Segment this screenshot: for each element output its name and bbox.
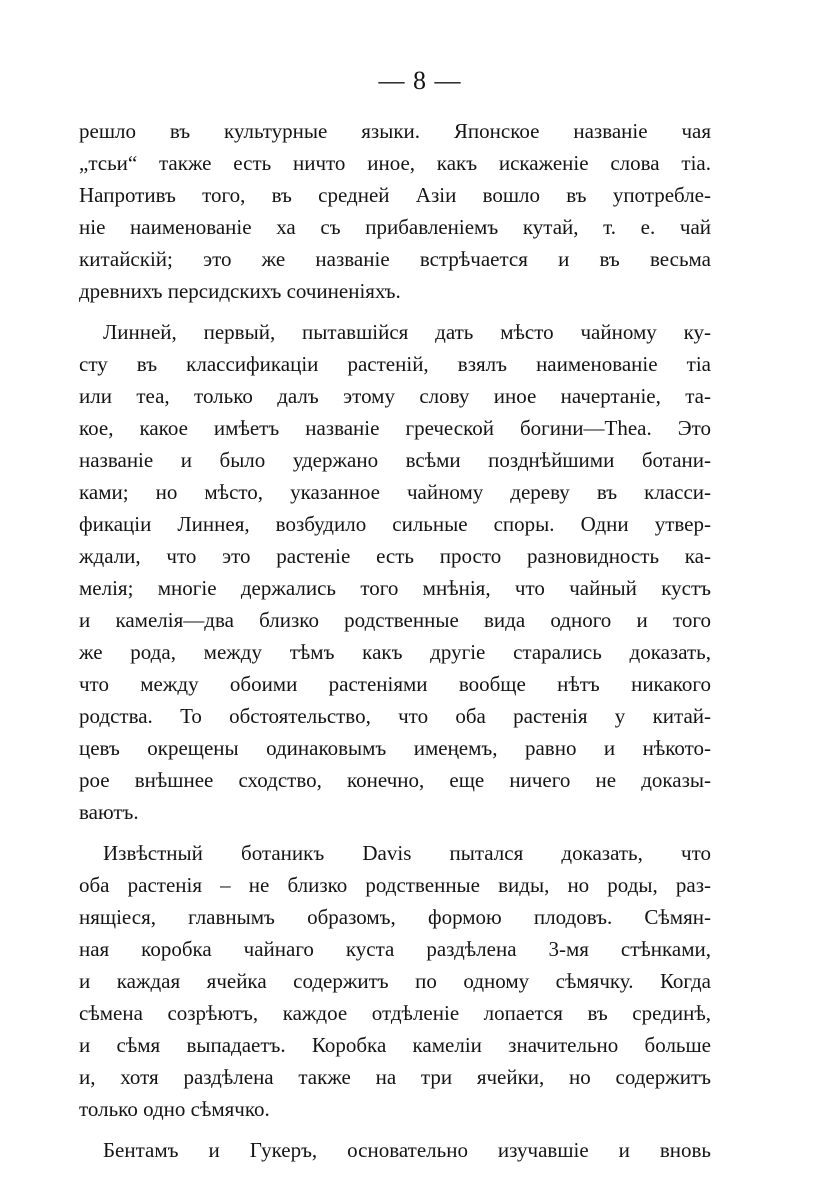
text-line: ждали, что это растеніе есть просто разновидность ка- <box>79 544 711 568</box>
text-line: ніе наименованіе ха съ прибавленіемъ кутай, т. е. чай <box>79 215 711 239</box>
text-line: и, хотя раздѣлена также на три ячейки, но содержитъ <box>79 1065 711 1089</box>
paragraph <box>79 115 711 307</box>
text-line: и камелія—два близко родственные вида одного и того <box>79 608 711 632</box>
text-line: древнихъ персидскихъ сочиненіяхъ. <box>79 279 401 303</box>
text-line: ваютъ. <box>79 800 139 824</box>
page-number: — 8 — <box>378 66 462 95</box>
text-line: ная коробка чайнаго куста раздѣлена 3-мя стѣнками, <box>79 937 711 961</box>
text-line: или теа, только далъ этому слову иное начертаніе, та- <box>79 384 711 408</box>
text-line: оба растенія – не близко родственные виды, но роды, раз- <box>79 873 711 897</box>
text-line: цевъ окрещены одинаковымъ имеңемъ, равно и нѣкото- <box>79 736 711 760</box>
text-line: Извѣстный ботаникъ Davis пытался доказать, что <box>103 841 711 865</box>
text-line: нящіеся, главнымъ образомъ, формою плодовъ. Сѣмян- <box>79 905 711 929</box>
text-line: родства. То обстоятельство, что оба растенія у китай- <box>79 704 711 728</box>
text-line: китайскій; это же названіе встрѣчается и въ весьма <box>79 247 711 271</box>
text-line: сѣмена созрѣютъ, каждое отдѣленіе лопается въ срединѣ, <box>79 1001 711 1025</box>
paragraph <box>79 1134 711 1166</box>
text-line: рое внѣшнее сходство, конечно, еще ничего не доказы- <box>79 768 711 792</box>
text-line: и каждая ячейка содержитъ по одному сѣмячку. Когда <box>79 969 711 993</box>
text-line: и сѣмя выпадаетъ. Коробка камеліи значительно больше <box>79 1033 711 1057</box>
paragraph <box>79 837 711 1125</box>
body-text <box>79 115 711 1166</box>
text-line: что между обоими растеніями вообще нѣтъ никакого <box>79 672 711 696</box>
text-line: фикаціи Линнея, возбудило сильные споры. Одни утвер- <box>79 512 711 536</box>
text-line: решло въ культурные языки. Японское названіе чая <box>79 119 711 143</box>
text-line: Линней, первый, пытавшійся дать мѣсто чайному ку- <box>103 320 711 344</box>
paragraph <box>79 316 711 828</box>
text-line: сту въ классификаціи растеній, взялъ наименованіе тіа <box>79 352 711 376</box>
text-line: же рода, между тѣмъ какъ другіе старались доказать, <box>79 640 711 664</box>
text-line: мелія; многіе держались того мнѣнія, что чайный кустъ <box>79 576 711 600</box>
text-line: Бентамъ и Гукеръ, основательно изучавшіе и вновь <box>103 1138 711 1162</box>
text-line: „тсьи“ также есть ничто иное, какъ искаженіе слова тіа. <box>79 151 711 175</box>
text-line: Напротивъ того, въ средней Азіи вошло въ употребле- <box>79 183 711 207</box>
text-line: кое, какое имѣетъ названіе греческой богини—Thea. Это <box>79 416 711 440</box>
text-line: названіе и было удержано всѣми позднѣйшими ботани- <box>79 448 711 472</box>
text-line: ками; но мѣсто, указанное чайному дереву въ класси- <box>79 480 711 504</box>
text-line: только одно сѣмячко. <box>79 1097 270 1121</box>
